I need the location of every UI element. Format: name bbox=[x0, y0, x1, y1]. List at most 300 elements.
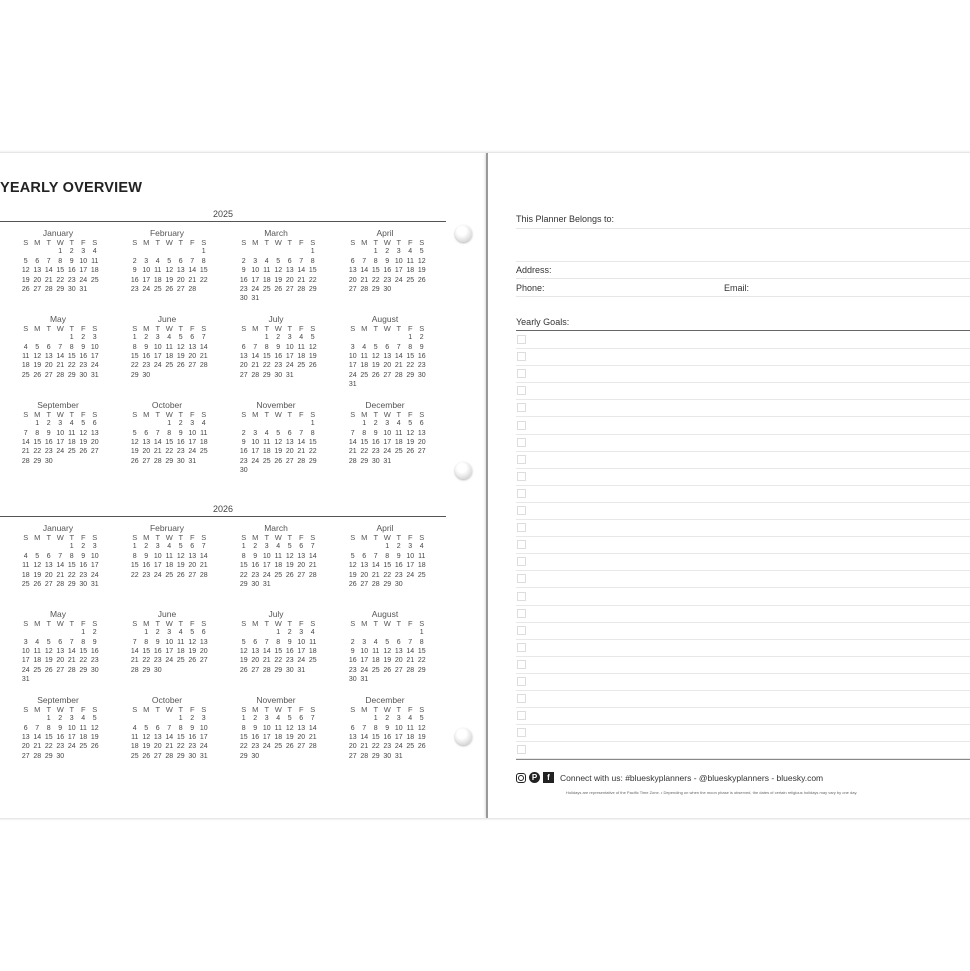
goal-row[interactable] bbox=[516, 417, 970, 435]
day-cell: 19 bbox=[165, 276, 174, 284]
day-cell: 23 bbox=[79, 571, 88, 579]
day-cell: 18 bbox=[199, 438, 208, 446]
day-cell: 2 bbox=[144, 543, 149, 551]
goal-row[interactable] bbox=[516, 519, 970, 537]
day-cell: 20 bbox=[21, 743, 30, 751]
day-cell: 12 bbox=[308, 343, 317, 351]
day-cell: 27 bbox=[142, 457, 151, 465]
day-cell: 6 bbox=[46, 343, 51, 351]
day-cell: 9 bbox=[190, 724, 195, 732]
goal-row[interactable] bbox=[516, 365, 970, 383]
month-name: May bbox=[49, 313, 67, 324]
day-cell: 28 bbox=[297, 286, 306, 294]
day-cell: 20 bbox=[348, 743, 357, 751]
day-cell: 23 bbox=[371, 448, 380, 456]
goal-row[interactable] bbox=[516, 570, 970, 588]
day-cell: 20 bbox=[251, 657, 260, 665]
month-september: September S M T W T F S 1 2 3 4 5 6 7 8 9 10 11 12 13 14 15 16 17 18 19 20 21 22 23 24 25 26 27 28 29 30 bbox=[0, 695, 109, 771]
day-cell: 12 bbox=[33, 353, 42, 361]
day-cell: 20 bbox=[90, 438, 99, 446]
instagram-icon[interactable] bbox=[516, 773, 526, 783]
day-cell: 27 bbox=[21, 752, 30, 760]
day-cell: 1 bbox=[373, 248, 378, 256]
day-cell: 5 bbox=[167, 257, 172, 265]
day-cell: 9 bbox=[144, 343, 149, 351]
day-cell: 4 bbox=[23, 343, 28, 351]
day-cell: 11 bbox=[418, 552, 426, 560]
day-cell: 22 bbox=[239, 743, 248, 751]
day-cell: 31 bbox=[285, 371, 294, 379]
day-cell: 20 bbox=[142, 448, 151, 456]
goal-checkbox[interactable] bbox=[517, 489, 526, 498]
day-cell: 8 bbox=[69, 343, 74, 351]
day-cell: 31 bbox=[394, 752, 403, 760]
pinterest-icon[interactable]: P bbox=[529, 772, 540, 783]
day-cell: 3 bbox=[144, 257, 149, 265]
month-january: January S M T W T F S 1 2 3 4 5 6 7 8 9 10 11 12 13 14 15 16 17 18 19 20 21 22 23 24 25 26 27 28 29 30 31 bbox=[0, 523, 109, 599]
day-cell: 29 bbox=[308, 457, 317, 465]
day-cell: 23 bbox=[188, 743, 197, 751]
day-cell: 21 bbox=[297, 276, 306, 284]
day-cell: 18 bbox=[67, 438, 76, 446]
day-cell: 5 bbox=[310, 334, 315, 342]
day-cell: 24 bbox=[251, 286, 260, 294]
day-cell: 30 bbox=[188, 752, 197, 760]
day-cell: 2 bbox=[92, 629, 97, 637]
day-cell: 15 bbox=[199, 267, 208, 275]
day-cell: 3 bbox=[167, 629, 172, 637]
day-cell: 6 bbox=[144, 429, 149, 437]
goals-label: Yearly Goals: bbox=[516, 317, 570, 327]
day-cell: 11 bbox=[22, 562, 30, 570]
day-cell: 6 bbox=[58, 638, 63, 646]
day-cell: 17 bbox=[56, 438, 65, 446]
day-cell: 4 bbox=[362, 343, 367, 351]
day-cell: 25 bbox=[21, 581, 30, 589]
day-cell: 29 bbox=[67, 581, 76, 589]
goal-row[interactable] bbox=[516, 348, 970, 366]
day-cell: 7 bbox=[253, 343, 258, 351]
goal-row[interactable] bbox=[516, 399, 970, 417]
day-cell: 7 bbox=[201, 334, 206, 342]
day-cell: 3 bbox=[253, 257, 258, 265]
day-cell: 1 bbox=[132, 543, 137, 551]
day-cell: 6 bbox=[23, 724, 28, 732]
day-cell: 3 bbox=[201, 715, 206, 723]
day-cell: 15 bbox=[239, 562, 248, 570]
day-cell: 14 bbox=[308, 724, 317, 732]
day-cell: 25 bbox=[297, 362, 306, 370]
day-cell: 25 bbox=[417, 571, 426, 579]
day-cell: 3 bbox=[81, 248, 86, 256]
day-cell: 7 bbox=[46, 257, 51, 265]
goal-checkbox[interactable] bbox=[517, 455, 526, 464]
day-cell: 4 bbox=[276, 543, 281, 551]
goal-checkbox[interactable] bbox=[517, 523, 526, 532]
day-cell: 23 bbox=[239, 286, 248, 294]
goal-checkbox[interactable] bbox=[517, 711, 526, 720]
day-cell: 19 bbox=[21, 276, 30, 284]
day-cell: 23 bbox=[142, 571, 151, 579]
day-cell: 19 bbox=[142, 743, 151, 751]
day-cell: 14 bbox=[67, 648, 76, 656]
day-cell: 8 bbox=[69, 552, 74, 560]
day-cell: 11 bbox=[297, 343, 305, 351]
day-cell: 18 bbox=[406, 733, 415, 741]
month-february: February S M T W T F S 1 2 3 4 5 6 7 8 9 10 11 12 13 14 15 16 17 18 19 20 21 22 23 24 25 26 27 28 bbox=[109, 523, 218, 599]
goal-checkbox[interactable] bbox=[517, 643, 526, 652]
day-cell: 11 bbox=[372, 648, 380, 656]
day-cell: 31 bbox=[360, 676, 369, 684]
day-cell: 27 bbox=[188, 571, 197, 579]
day-cell: 2 bbox=[276, 334, 281, 342]
day-cell: 13 bbox=[417, 429, 426, 437]
day-cell: 6 bbox=[385, 343, 390, 351]
day-cell: 6 bbox=[241, 343, 246, 351]
day-cell: 6 bbox=[35, 257, 40, 265]
day-cell: 25 bbox=[262, 286, 271, 294]
goal-row[interactable] bbox=[516, 382, 970, 400]
goal-checkbox[interactable] bbox=[517, 574, 526, 583]
day-cell: 19 bbox=[417, 267, 426, 275]
day-cell: 1 bbox=[69, 334, 74, 342]
day-cell: 24 bbox=[348, 371, 357, 379]
day-cell: 26 bbox=[417, 743, 426, 751]
day-cell: 4 bbox=[81, 715, 86, 723]
day-cell: 31 bbox=[90, 581, 99, 589]
day-cell: 22 bbox=[417, 657, 426, 665]
day-cell: 26 bbox=[348, 581, 357, 589]
goal-checkbox[interactable] bbox=[517, 677, 526, 686]
day-cell: 25 bbox=[130, 752, 139, 760]
day-cell: 10 bbox=[383, 429, 392, 437]
day-cell: 13 bbox=[142, 438, 151, 446]
day-cell: 4 bbox=[23, 552, 28, 560]
day-cell: 18 bbox=[297, 353, 306, 361]
day-cell: 11 bbox=[360, 353, 368, 361]
day-cell: 14 bbox=[130, 648, 139, 656]
day-cell: 24 bbox=[188, 448, 197, 456]
month-name: July bbox=[268, 313, 284, 324]
day-cell: 19 bbox=[285, 733, 294, 741]
day-cell: 12 bbox=[348, 562, 357, 570]
day-cell: 3 bbox=[253, 429, 258, 437]
day-cell: 1 bbox=[310, 420, 315, 428]
day-cell: 30 bbox=[383, 286, 392, 294]
day-cell: 10 bbox=[188, 429, 197, 437]
day-cell: 12 bbox=[239, 648, 248, 656]
day-cell: 19 bbox=[308, 353, 317, 361]
day-cell: 27 bbox=[239, 371, 248, 379]
day-cell: 10 bbox=[262, 552, 271, 560]
day-cell: 30 bbox=[348, 676, 357, 684]
day-cell: 1 bbox=[178, 715, 183, 723]
goal-row[interactable] bbox=[516, 553, 970, 571]
day-cell: 10 bbox=[79, 257, 88, 265]
month-may: May S M T W T F S 1 2 3 4 5 6 7 8 9 10 11 12 13 14 15 16 17 18 19 20 21 22 23 24 25 26 27 28 29 30 31 bbox=[0, 609, 109, 685]
day-cell: 15 bbox=[165, 438, 174, 446]
month-june: June S M T W T F S 1 2 3 4 5 6 7 8 9 10 11 12 13 14 15 16 17 18 19 20 21 22 23 24 25 26 27 28 29 30 bbox=[109, 314, 218, 390]
day-cell: 19 bbox=[274, 276, 283, 284]
day-cell: 10 bbox=[285, 343, 294, 351]
day-cell: 31 bbox=[90, 371, 99, 379]
day-cell: 23 bbox=[239, 457, 248, 465]
goal-checkbox[interactable] bbox=[517, 557, 526, 566]
day-cell: 28 bbox=[360, 752, 369, 760]
day-cell: 22 bbox=[406, 362, 415, 370]
day-cell: 14 bbox=[199, 552, 208, 560]
goal-checkbox[interactable] bbox=[517, 386, 526, 395]
day-cell: 4 bbox=[299, 334, 304, 342]
day-cell: 22 bbox=[262, 362, 271, 370]
day-cell: 14 bbox=[406, 648, 415, 656]
day-cell: 29 bbox=[239, 752, 248, 760]
day-cell: 22 bbox=[33, 448, 42, 456]
day-cell: 6 bbox=[253, 638, 258, 646]
day-cell: 12 bbox=[406, 429, 415, 437]
page-title: YEARLY OVERVIEW bbox=[0, 180, 143, 196]
day-cell: 26 bbox=[417, 276, 426, 284]
day-cell: 21 bbox=[130, 657, 139, 665]
day-cell: 21 bbox=[56, 362, 65, 370]
day-cell: 30 bbox=[285, 666, 294, 674]
day-cell: 7 bbox=[58, 343, 63, 351]
day-cell: 5 bbox=[132, 429, 137, 437]
day-cell: 27 bbox=[56, 666, 65, 674]
day-cell: 1 bbox=[46, 715, 51, 723]
day-cell: 22 bbox=[308, 276, 317, 284]
day-cell: 19 bbox=[44, 657, 53, 665]
goal-checkbox[interactable] bbox=[517, 660, 526, 669]
goal-row[interactable] bbox=[516, 502, 970, 520]
day-cell: 13 bbox=[176, 267, 185, 275]
day-cell: 3 bbox=[23, 638, 28, 646]
day-cell: 6 bbox=[155, 724, 160, 732]
day-cell: 19 bbox=[33, 571, 42, 579]
day-cell: 27 bbox=[348, 752, 357, 760]
day-cell: 24 bbox=[383, 448, 392, 456]
day-cell: 9 bbox=[69, 257, 74, 265]
goal-checkbox[interactable] bbox=[517, 745, 526, 754]
goal-checkbox[interactable] bbox=[517, 592, 526, 601]
goal-row[interactable] bbox=[516, 605, 970, 623]
goal-checkbox[interactable] bbox=[517, 438, 526, 447]
day-cell: 16 bbox=[251, 562, 260, 570]
day-cell: 21 bbox=[297, 448, 306, 456]
goal-checkbox[interactable] bbox=[517, 421, 526, 430]
day-cell: 24 bbox=[251, 457, 260, 465]
goal-checkbox[interactable] bbox=[517, 403, 526, 412]
day-cell: 5 bbox=[350, 552, 355, 560]
goal-row[interactable] bbox=[516, 451, 970, 469]
day-cell: 17 bbox=[406, 562, 415, 570]
day-cell: 8 bbox=[419, 638, 424, 646]
day-cell: 28 bbox=[44, 286, 53, 294]
goal-row[interactable] bbox=[516, 331, 970, 349]
day-cell: 15 bbox=[371, 267, 380, 275]
day-cell: 18 bbox=[371, 657, 380, 665]
goal-row[interactable] bbox=[516, 724, 970, 742]
day-cell: 2 bbox=[81, 334, 86, 342]
day-cell: 15 bbox=[130, 353, 139, 361]
day-cell: 30 bbox=[79, 581, 88, 589]
day-cell: 14 bbox=[308, 552, 317, 560]
goal-checkbox[interactable] bbox=[517, 369, 526, 378]
day-cell: 22 bbox=[360, 448, 369, 456]
goal-row[interactable] bbox=[516, 588, 970, 606]
day-cell: 25 bbox=[308, 657, 317, 665]
day-cell: 17 bbox=[67, 733, 76, 741]
day-cell: 18 bbox=[33, 657, 42, 665]
day-cell: 3 bbox=[396, 248, 401, 256]
goal-checkbox[interactable] bbox=[517, 472, 526, 481]
goal-row[interactable] bbox=[516, 673, 970, 691]
day-cell: 13 bbox=[297, 552, 306, 560]
facebook-icon[interactable]: f bbox=[543, 772, 554, 783]
day-cell: 30 bbox=[239, 467, 248, 475]
day-cell: 1 bbox=[264, 334, 269, 342]
day-cell: 22 bbox=[199, 276, 208, 284]
goal-row[interactable] bbox=[516, 485, 970, 503]
goal-checkbox[interactable] bbox=[517, 728, 526, 737]
day-cell: 9 bbox=[253, 552, 258, 560]
day-cell: 24 bbox=[394, 743, 403, 751]
day-cell: 24 bbox=[21, 666, 30, 674]
day-cell: 9 bbox=[396, 552, 401, 560]
day-cell: 13 bbox=[360, 562, 369, 570]
day-cell: 10 bbox=[348, 353, 357, 361]
day-cell: 3 bbox=[190, 420, 195, 428]
month-name: December bbox=[365, 694, 405, 705]
day-cell: 17 bbox=[142, 276, 151, 284]
day-cell: 24 bbox=[165, 657, 174, 665]
day-cell: 12 bbox=[44, 648, 53, 656]
day-cell: 28 bbox=[21, 457, 30, 465]
day-cell: 30 bbox=[417, 371, 426, 379]
day-cell: 7 bbox=[408, 638, 413, 646]
day-cell: 12 bbox=[371, 353, 380, 361]
day-cell: 1 bbox=[201, 248, 206, 256]
day-cell: 14 bbox=[348, 438, 357, 446]
day-cell: 24 bbox=[394, 276, 403, 284]
day-cell: 8 bbox=[408, 343, 413, 351]
day-cell: 16 bbox=[142, 562, 151, 570]
month-november: November S M T W T F S 1 2 3 4 5 6 7 8 9 10 11 12 13 14 15 16 17 18 19 20 21 22 23 24 25 26 27 28 29 30 bbox=[218, 695, 327, 771]
goal-checkbox[interactable] bbox=[517, 626, 526, 635]
day-cell: 16 bbox=[239, 448, 248, 456]
day-cell: 24 bbox=[142, 286, 151, 294]
day-cell: 7 bbox=[69, 638, 74, 646]
day-cell: 2 bbox=[81, 543, 86, 551]
goal-row[interactable] bbox=[516, 468, 970, 486]
day-cell: 16 bbox=[383, 733, 392, 741]
goal-checkbox[interactable] bbox=[517, 540, 526, 549]
day-cell: 22 bbox=[142, 657, 151, 665]
goal-row[interactable] bbox=[516, 622, 970, 640]
day-cell: 2 bbox=[253, 715, 258, 723]
day-cell: 8 bbox=[373, 257, 378, 265]
day-cell: 4 bbox=[167, 543, 172, 551]
day-cell: 30 bbox=[90, 666, 99, 674]
month-july: July S M T W T F S 1 2 3 4 5 6 7 8 9 10 11 12 13 14 15 16 17 18 19 20 21 22 23 24 25 26 27 28 29 30 31 bbox=[218, 314, 327, 390]
day-cell: 26 bbox=[285, 743, 294, 751]
day-cell: 25 bbox=[406, 743, 415, 751]
goal-row[interactable] bbox=[516, 690, 970, 708]
day-cell: 15 bbox=[67, 562, 76, 570]
day-cell: 30 bbox=[67, 286, 76, 294]
day-cell: 25 bbox=[153, 286, 162, 294]
day-cell: 1 bbox=[419, 629, 424, 637]
goal-checkbox[interactable] bbox=[517, 694, 526, 703]
day-cell: 4 bbox=[373, 638, 378, 646]
month-name: August bbox=[371, 313, 399, 324]
day-cell: 23 bbox=[44, 448, 53, 456]
address-label: Address: bbox=[516, 265, 552, 275]
day-cell: 19 bbox=[90, 733, 99, 741]
day-cell: 17 bbox=[165, 648, 174, 656]
day-cell: 26 bbox=[142, 752, 151, 760]
goal-checkbox[interactable] bbox=[517, 506, 526, 515]
day-cell: 10 bbox=[406, 552, 415, 560]
day-cell: 14 bbox=[199, 343, 208, 351]
day-cell: 10 bbox=[251, 267, 260, 275]
day-cell: 9 bbox=[276, 343, 281, 351]
day-cell: 11 bbox=[165, 552, 173, 560]
day-cell: 29 bbox=[417, 666, 426, 674]
day-cell: 24 bbox=[56, 448, 65, 456]
day-cell: 20 bbox=[153, 743, 162, 751]
day-cell: 1 bbox=[241, 715, 246, 723]
goal-row[interactable] bbox=[516, 707, 970, 725]
day-cell: 20 bbox=[297, 562, 306, 570]
goal-checkbox[interactable] bbox=[517, 352, 526, 361]
day-cell: 2 bbox=[287, 629, 292, 637]
day-cell: 21 bbox=[308, 733, 317, 741]
day-cell: 5 bbox=[35, 552, 40, 560]
day-cell: 23 bbox=[67, 276, 76, 284]
day-cell: 2 bbox=[241, 429, 246, 437]
day-cell: 13 bbox=[199, 638, 208, 646]
day-cell: 3 bbox=[92, 543, 97, 551]
day-cell: 7 bbox=[58, 552, 63, 560]
day-cell: 28 bbox=[360, 286, 369, 294]
day-cell: 3 bbox=[350, 343, 355, 351]
day-cell: 29 bbox=[262, 371, 271, 379]
day-cell: 6 bbox=[396, 638, 401, 646]
day-cell: 3 bbox=[287, 334, 292, 342]
day-cell: 2 bbox=[46, 420, 51, 428]
goal-row[interactable] bbox=[516, 639, 970, 657]
day-cell: 28 bbox=[188, 286, 197, 294]
day-cell: 23 bbox=[153, 657, 162, 665]
day-cell: 14 bbox=[262, 648, 271, 656]
day-cell: 11 bbox=[68, 429, 76, 437]
day-cell: 17 bbox=[360, 657, 369, 665]
day-cell: 7 bbox=[190, 257, 195, 265]
day-cell: 13 bbox=[56, 648, 65, 656]
day-cell: 31 bbox=[383, 457, 392, 465]
day-cell: 2 bbox=[58, 715, 63, 723]
goal-checkbox[interactable] bbox=[517, 335, 526, 344]
goal-row[interactable] bbox=[516, 536, 970, 554]
goal-checkbox[interactable] bbox=[517, 609, 526, 618]
day-cell: 16 bbox=[383, 267, 392, 275]
goal-row[interactable] bbox=[516, 741, 970, 759]
goal-row[interactable] bbox=[516, 656, 970, 674]
day-cell: 4 bbox=[155, 257, 160, 265]
goal-row[interactable] bbox=[516, 434, 970, 452]
day-cell: 15 bbox=[360, 438, 369, 446]
